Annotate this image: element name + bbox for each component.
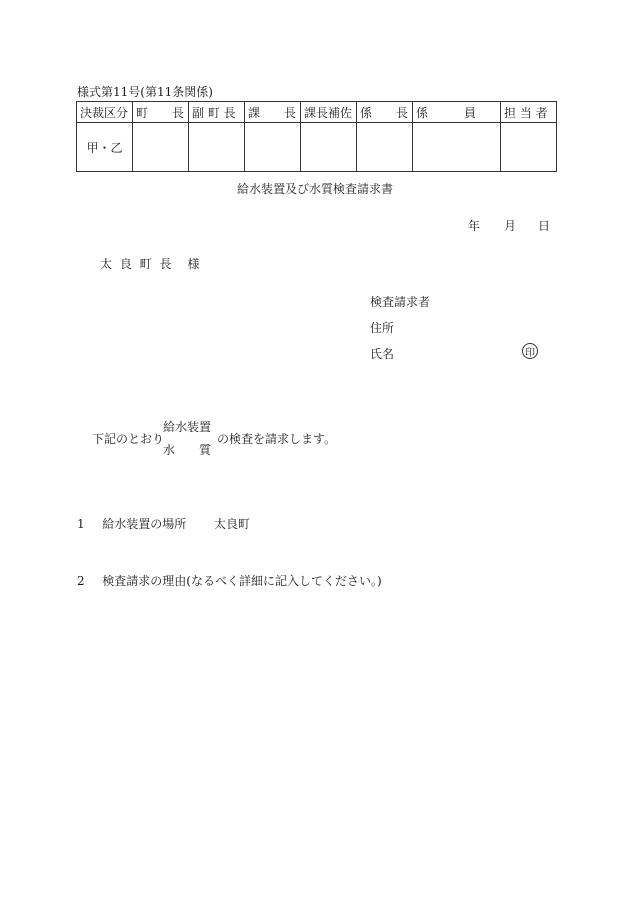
approval-table bbox=[76, 101, 557, 172]
header-mayor: 町 長 bbox=[133, 102, 189, 123]
sign-cell-section-chief[interactable] bbox=[245, 123, 301, 172]
requester-label: 検査請求者 bbox=[370, 295, 431, 309]
sign-cell-person-in-charge[interactable] bbox=[501, 123, 557, 172]
sign-cell-deputy-mayor[interactable] bbox=[189, 123, 245, 172]
document-title: 給水装置及び水質検査請求書 bbox=[236, 182, 393, 196]
item-1-number: 1 bbox=[77, 517, 85, 531]
sign-cell-assistant-chief[interactable] bbox=[301, 123, 357, 172]
item-1-value: 太良町 bbox=[213, 517, 250, 531]
header-section-chief: 課 長 bbox=[245, 102, 301, 123]
date-day-label: 日 bbox=[538, 219, 551, 233]
item-2 bbox=[77, 572, 382, 589]
date-year-label: 年 bbox=[468, 219, 481, 233]
item-2-label: 検査請求の理由(なるべく詳細に記入してください。) bbox=[102, 574, 382, 588]
header-deputy-mayor: 副 町 長 bbox=[189, 102, 245, 123]
classification-cell: 甲・乙 bbox=[77, 123, 133, 172]
request-suffix: の検査を請求します。 bbox=[217, 432, 337, 446]
request-option-supply-device: 給水装置 bbox=[163, 420, 212, 434]
header-person-in-charge: 担 当 者 bbox=[501, 102, 557, 123]
sign-cell-unit-chief[interactable] bbox=[357, 123, 413, 172]
addressee: 太 良 町 長 様 bbox=[100, 257, 202, 271]
seal-mark: 印 bbox=[522, 343, 538, 359]
item-1 bbox=[77, 515, 250, 532]
header-unit-chief: 係 長 bbox=[357, 102, 413, 123]
item-1-label: 給水装置の場所 bbox=[102, 517, 187, 531]
header-decision: 決裁区分 bbox=[77, 102, 133, 123]
header-staff: 係 員 bbox=[413, 102, 501, 123]
header-assistant-chief: 課長補佐 bbox=[301, 102, 357, 123]
form-number: 様式第11号(第11条関係) bbox=[77, 85, 213, 99]
address-label: 住所 bbox=[370, 321, 395, 335]
approval-header-row bbox=[77, 102, 557, 123]
sign-cell-staff[interactable] bbox=[413, 123, 501, 172]
approval-sign-row bbox=[77, 123, 557, 172]
request-option-water-a: 水 bbox=[163, 443, 176, 457]
request-option-water-b: 質 bbox=[199, 443, 212, 457]
sign-cell-mayor[interactable] bbox=[133, 123, 189, 172]
name-label: 氏名 bbox=[370, 347, 395, 361]
item-2-number: 2 bbox=[77, 574, 85, 588]
request-prefix: 下記のとおり bbox=[92, 432, 165, 446]
date-month-label: 月 bbox=[504, 219, 517, 233]
